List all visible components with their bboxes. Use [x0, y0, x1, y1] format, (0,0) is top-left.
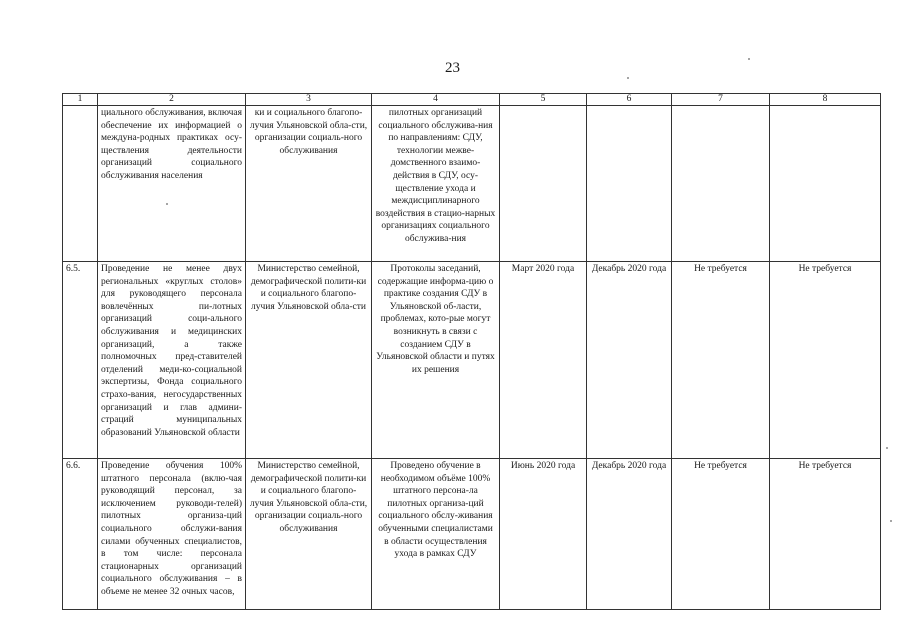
notes-cell: Не требуется: [770, 262, 881, 459]
column-header: 6: [587, 94, 672, 106]
header-row: [63, 94, 881, 106]
activity-cell: циального обслуживания, включая обеспечение их информацией о междуна-родных практиках осу-ществления деятельности организаций социального обслуживания населения: [98, 106, 246, 262]
scan-speck: [886, 447, 888, 449]
row-number: 6.5.: [63, 262, 98, 459]
activity-cell: Проведение не менее двух региональных «круглых столов» для руководящего персонала вовлечённых пи-лотных организаций соци-ального обслуживания и медицинских организаций, а также полномочных пред-ставителей отделений меди-ко-социальной экспертизы, Фонда социального страхо-вания, негосударственных организаций и глав админи-страций муниципальных образований Ульяновской области: [98, 262, 246, 459]
funding-cell: [672, 106, 770, 262]
page-number: 23: [445, 60, 460, 76]
table-row: [63, 459, 881, 610]
column-header: 5: [500, 94, 587, 106]
column-header: 4: [372, 94, 500, 106]
start-date-cell: Март 2020 года: [500, 262, 587, 459]
funding-cell: Не требуется: [672, 459, 770, 610]
column-header: 1: [63, 94, 98, 106]
scan-speck: [166, 203, 168, 205]
scan-speck: [627, 77, 629, 79]
end-date-cell: Декабрь 2020 года: [587, 262, 672, 459]
scan-speck: [748, 58, 750, 60]
funding-cell: Не требуется: [672, 262, 770, 459]
end-date-cell: [587, 106, 672, 262]
result-cell: Проведено обучение в необходимом объёме 100% штатного персона-ла пилотных организа-ций социального обслу-живания обученными специалистами в области осуществления ухода в рамках СДУ: [372, 459, 500, 610]
column-header: 8: [770, 94, 881, 106]
start-date-cell: [500, 106, 587, 262]
table-row: [63, 262, 881, 459]
activity-cell: [98, 459, 246, 610]
table-row: [63, 106, 881, 262]
executor-cell: ки и социального благопо-лучия Ульяновской обла-сти, организации социаль-ного обслуживания: [246, 106, 372, 262]
plan-table: [62, 93, 881, 610]
activity-text: Проведение обучения 100% штатного персонала (вклю-чая руководящий персонал, за исключением руководи-телей) пилотных организа-ций социального обслужи-вания силами обученных специалистов, в том числе: персонала стационарных организаций социального обслуживания – в объеме не менее 32 очных часов,: [101, 461, 242, 597]
column-header: 3: [246, 94, 372, 106]
result-cell: пилотных организаций социального обслужива-ния по направлениям: СДУ, технологии межве-домственного взаимо-действия в СДУ, осу-ществление ухода и междисциплинарного воздействия в стацио-нарных организациях социального обслужива-ния: [372, 106, 500, 262]
notes-cell: Не требуется: [770, 459, 881, 610]
end-date-cell: Декабрь 2020 года: [587, 459, 672, 610]
scan-speck: [890, 520, 892, 522]
notes-cell: [770, 106, 881, 262]
row-number: 6.6.: [63, 459, 98, 610]
executor-cell: Министерство семейной, демографической полити-ки и социального благопо-лучия Ульяновской обла-сти: [246, 262, 372, 459]
column-header: 7: [672, 94, 770, 106]
row-number: [63, 106, 98, 262]
column-header: 2: [98, 94, 246, 106]
start-date-cell: Июнь 2020 года: [500, 459, 587, 610]
executor-cell: Министерство семейной, демографической полити-ки и социального благопо-лучия Ульяновской обла-сти, организации социаль-ного обслуживания: [246, 459, 372, 610]
result-cell: Протоколы заседаний, содержащие информа-цию о практике создания СДУ в Ульяновской об-ласти, проблемах, кото-рые могут возникнуть в связи с созданием СДУ в Ульяновской области и путях их решения: [372, 262, 500, 459]
